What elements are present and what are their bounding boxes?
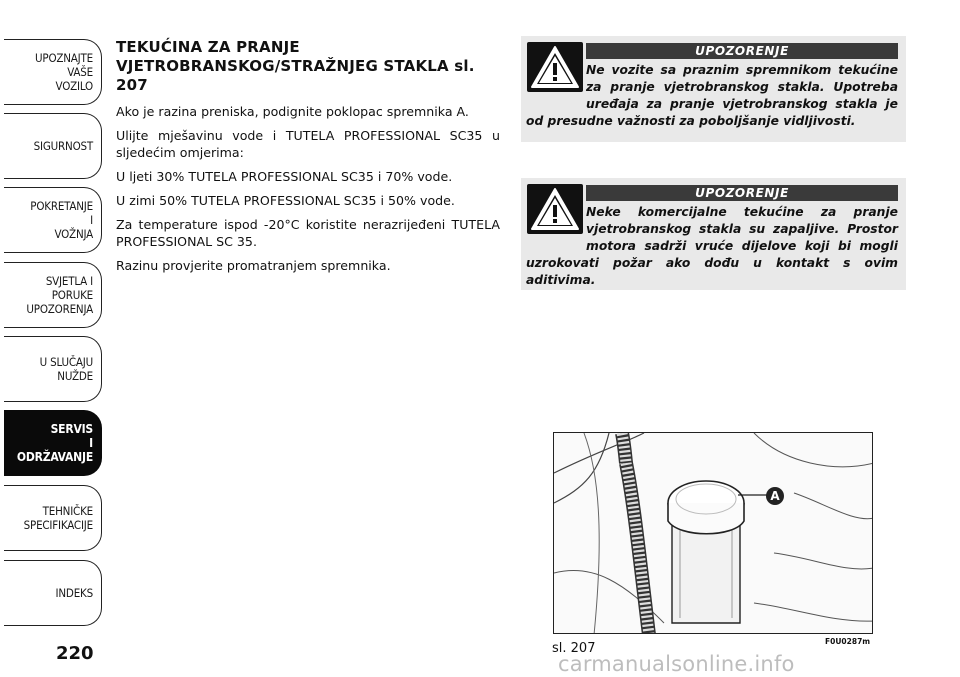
callout-a-marker: A (766, 487, 784, 505)
warning-box (521, 36, 906, 142)
tab-label: UPOZNAJTE VAŠE VOZILO (35, 51, 93, 93)
paragraph: Razinu provjerite promatranjem spremnika. (116, 258, 391, 273)
paragraph: U zimi 50% TUTELA PROFESSIONAL SC35 i 50% vode. (116, 193, 455, 208)
paragraph: Ako je razina preniska, podignite poklopac spremnika A. (116, 104, 469, 119)
warning-text: Neke komercijalne tekućine za pranje vjetrobranskog stakla su zapaljive. Prostor motora sadrži vruće dijelove koji bi mogli uzrokovati požar ako dođu u kontakt s ovim aditivima. (526, 205, 898, 287)
main-text-column (116, 38, 500, 281)
warning-title: UPOZORENJE (586, 43, 898, 59)
tab-upoznajte-vase-vozilo[interactable] (4, 39, 102, 105)
tab-label: SIGURNOST (33, 139, 93, 153)
figure-washer-reservoir (553, 432, 873, 634)
tab-pokretanje-i-voznja[interactable] (4, 187, 102, 253)
tab-u-slucaju-nuzde[interactable] (4, 336, 102, 402)
tab-indeks[interactable] (4, 560, 102, 626)
tab-servis-i-odrzavanje[interactable] (4, 410, 102, 476)
tab-label: U SLUČAJU NUŽDE (39, 355, 93, 383)
tab-label: SERVIS I ODRŽAVANJE (16, 422, 93, 464)
tab-svjetla-i-poruke-upozorenja[interactable] (4, 262, 102, 328)
warning-title: UPOZORENJE (586, 185, 898, 201)
tab-label: SVJETLA I PORUKE UPOZORENJA (26, 274, 93, 316)
tab-label: INDEKS (55, 586, 93, 600)
paragraph: Za temperature ispod -20°C koristite nerazrijeđeni TUTELA PROFESSIONAL SC 35. (116, 217, 500, 249)
tab-label: TEHNIČKE SPECIFIKACIJE (23, 504, 93, 532)
paragraph: Ulijte mješavinu vode i TUTELA PROFESSIONAL SC35 u sljedećim omjerima: (116, 128, 500, 160)
figure-caption: sl. 207 (552, 641, 596, 656)
tab-tehnicke-specifikacije[interactable] (4, 485, 102, 551)
tab-sigurnost[interactable] (4, 113, 102, 179)
paragraph: U ljeti 30% TUTELA PROFESSIONAL SC35 i 70% vode. (116, 169, 453, 184)
page-number: 220 (56, 643, 94, 664)
watermark: carmanualsonline.info (558, 652, 795, 676)
warning-text: Ne vozite sa praznim spremnikom tekućine za pranje vjetrobranskog stakla. Upotreba uređaja za pranje vjetrobranskog stakla je od presudne važnosti za poboljšanje vidljivosti. (526, 63, 898, 128)
tab-label: POKRETANJE I VOŽNJA (30, 199, 93, 241)
figure-code: F0U0287m (825, 637, 871, 646)
section-heading: TEKUĆINA ZA PRANJE VJETROBRANSKOG/STRAŽNJEG STAKLA sl. 207 (116, 38, 475, 94)
reservoir-illustration (554, 433, 873, 634)
warning-box (521, 178, 906, 290)
